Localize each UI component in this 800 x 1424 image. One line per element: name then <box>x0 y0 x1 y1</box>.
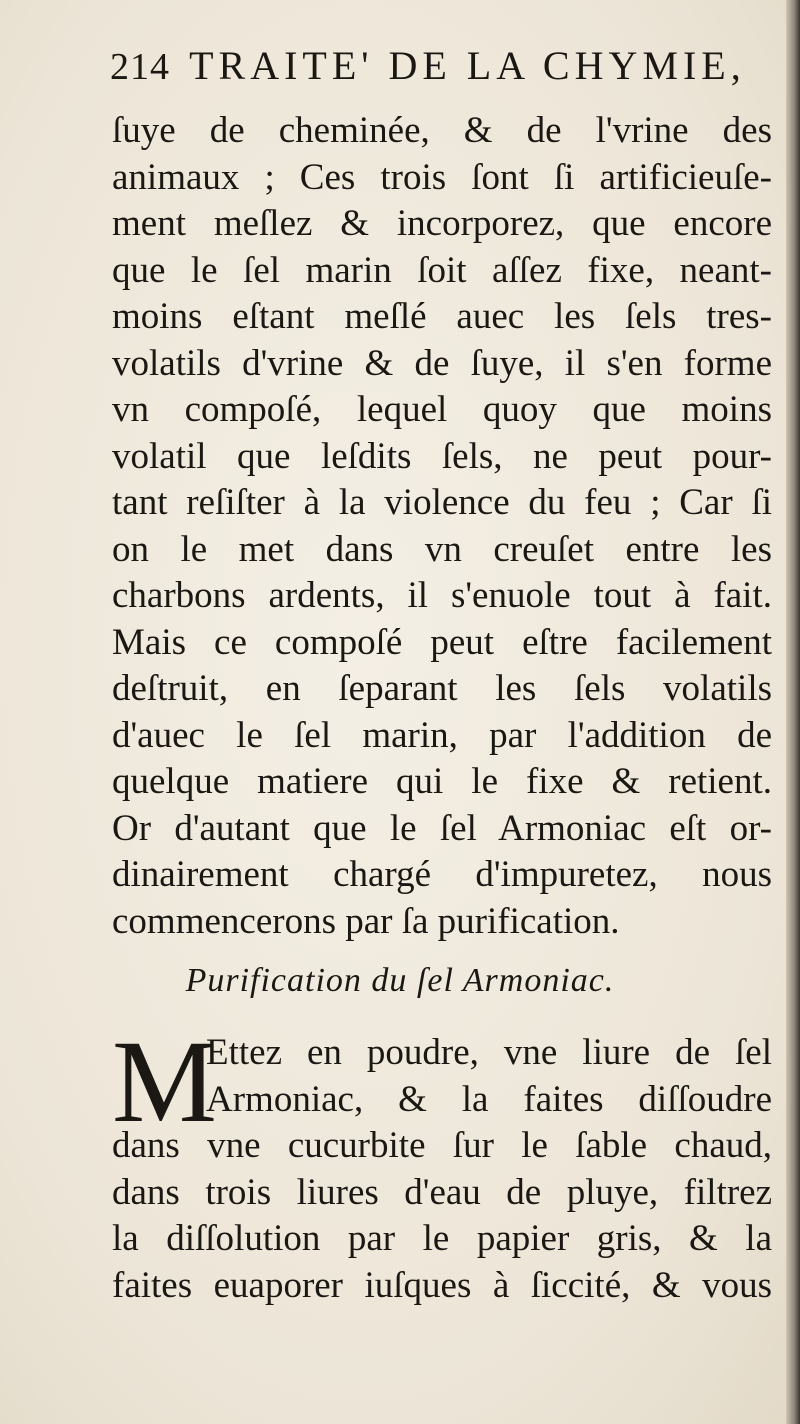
text-line: volatil que leſdits ſels, ne peut pour- <box>112 435 772 477</box>
text-line: Or d'autant que le ſel Armoniac eſt or- <box>112 807 772 849</box>
text-line: deſtruit, en ſeparant les ſels volatils <box>112 668 772 709</box>
text-line: quelque matiere qui le fixe & retient. <box>112 761 772 802</box>
text-line: d'auec le ſel marin, par l'addition de <box>112 714 772 756</box>
text-line: Mais ce compoſé peut eſtre facilement <box>112 621 772 663</box>
drop-cap: M <box>112 1016 217 1147</box>
text-line: dans trois liures d'eau de pluye, filtrez <box>112 1171 772 1213</box>
page-header <box>110 42 770 102</box>
text-line: on le met dans vn creuſet entre les <box>112 528 772 570</box>
text-line: tant reſiſter à la violence du feu ; Car ſi <box>112 482 772 523</box>
text-line: dinairement chargé d'impuretez, nous <box>112 854 772 895</box>
text-line: la diſſolution par le papier gris, & la <box>112 1218 772 1259</box>
page-edge-shadow <box>786 0 800 1424</box>
text-line: volatils d'vrine & de ſuye, il s'en forme <box>112 342 772 384</box>
text-line: dans vne cucurbite ſur le ſable chaud, <box>112 1125 772 1166</box>
text-line: ment meſlez & incorporez, que encore <box>112 203 772 244</box>
text-line: commencerons par ſa purification. <box>112 900 620 942</box>
section-heading: Purification du ſel Armoniac. <box>185 962 615 999</box>
section-body <box>112 1016 772 1309</box>
text-line: animaux ; Ces trois ſont ſi artificieuſe- <box>112 156 772 198</box>
running-title: TRAITE' DE LA CHYMIE, <box>189 43 746 88</box>
page-number: 214 <box>110 46 170 88</box>
text-line: faites euaporer iuſques à ſiccité, & vous <box>112 1264 772 1306</box>
text-line: Armoniac, & la faites diſſoudre <box>206 1078 772 1120</box>
text-line: que le ſel marin ſoit aſſez fixe, neant- <box>112 249 772 291</box>
text-line: vn compoſé, lequel quoy que moins <box>112 389 772 430</box>
body-text <box>112 108 772 945</box>
text-line: moins eſtant meſlé auec les ſels tres- <box>112 296 772 337</box>
text-line: Ettez en poudre, vne liure de ſel <box>206 1032 772 1073</box>
text-line: charbons ardents, il s'enuole tout à fait. <box>112 575 772 616</box>
text-line: ſuye de cheminée, & de l'vrine des <box>112 110 772 151</box>
